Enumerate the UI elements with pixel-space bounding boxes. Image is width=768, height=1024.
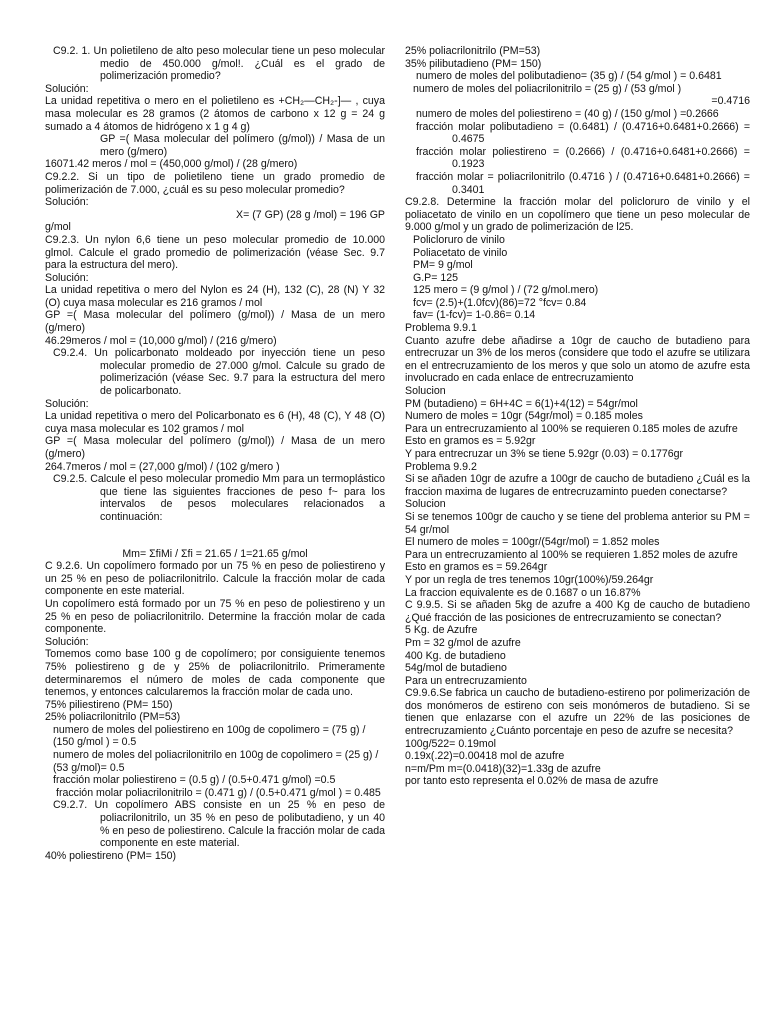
right-paragraph: 25% poliacrilonitrilo (PM=53) (405, 45, 541, 57)
left-paragraph: GP =( Masa molecular del polímero (g/mol)) / Masa de un mero (g/mero) (45, 435, 385, 460)
right-paragraph: Pm = 32 g/mol de azufre (405, 636, 521, 649)
left-paragraph: Tomemos como base 100 g de copolímero; por consiguiente tenemos 75% poliestireno g de y 25% de poliacrilonitrilo. Primeramente determinaremos el número de moles de cada componente que tenemos, y entonces calcularemos la fracción molar de cada uno. (45, 648, 385, 699)
left-paragraph: La unidad repetitiva o mero en el polietileno es +CH₂—CH₂-]— , cuya masa molecular es 28 gramos (2 átomos de carbono x 12 g = 24 g sumado a 4 átomos de hidrógeno x 1 g 4 g) (45, 95, 385, 133)
left-paragraph: Solución: (45, 196, 89, 209)
left-paragraph: C9.2.7. Un copolímero ABS consiste en un 25 % en peso de poliacrilonitrilo, un 35 % en peso de polibutadieno, y un 40 % en peso de poliestireno. Calcule la fracción molar de cada componente en este material. (53, 799, 385, 850)
right-paragraph: Si se añaden 10gr de azufre a 100gr de caucho de butadieno ¿Cuál es la fraccion maxima de lugares de entrecruzaminto pueden conectarse? (405, 473, 750, 498)
right-paragraph: C9.9.6.Se fabrica un caucho de butadieno-estireno por polimerización de dos monómeros de estireno con seis monómeros de butadieno. Si se tienen que enlazarse con el azufre un 22% de las posiciones de entrecruzamiento ¿Cuánto porcentaje en peso de azufre se necesita? (405, 687, 750, 738)
left-paragraph: 75% piliestireno (PM= 150) (45, 698, 173, 711)
right-paragraph: La fraccion equivalente es de 0.1687 o un 16.87% (405, 586, 641, 599)
right-paragraph: 100g/522= 0.19mol (405, 737, 497, 750)
left-paragraph: C9.2.5. Calcule el peso molecular promedio Mm para un termoplástico que tiene las siguientes fracciones de peso f~ para los intervalos de pesos moleculares relacionados a continuación: (53, 473, 385, 523)
right-paragraph: PM= 9 g/mol (413, 259, 473, 272)
right-paragraph: 35% pilibutadieno (PM= 150) (405, 57, 542, 70)
right-paragraph: fracción molar poliestireno = (0.2666) / (0.4716+0.6481+0.2666) = 0.1923 (416, 145, 750, 171)
left-paragraph: Solución: (45, 397, 89, 410)
left-paragraph (45, 536, 385, 548)
right-paragraph: G.P= 125 (413, 271, 459, 284)
right-paragraph: numero de moles del poliacrilonitrilo = (25 g) / (53 g/mol ) (413, 82, 682, 95)
left-paragraph: numero de moles del poliestireno en 100g de copolimero = (75 g) / (150 g/mol ) = 0.5 (53, 723, 366, 749)
left-paragraph: fracción molar poliestireno = (0.5 g) / (0.5+0.471 g/mol) =0.5 (53, 774, 336, 787)
left-paragraph: La unidad repetitiva o mero del Nylon es 24 (H), 132 (C), 28 (N) Y 32 (O) cuya masa molecular es 216 gramos / mol (45, 284, 385, 309)
right-paragraph: Solucion (405, 385, 446, 398)
left-paragraph: C9.2.3. Un nylon 6,6 tiene un peso molecular promedio de 10.000 glmol. Calcule el grado promedio de polimerización (véase Sec. 9.7 para la estructura del mero). (45, 233, 385, 272)
left-paragraph: 264.7meros / mol = (27,000 g/mol) / (102 g/mero ) (45, 460, 280, 473)
right-paragraph: fracción molar polibutadieno = (0.6481) / (0.4716+0.6481+0.2666) = 0.4675 (416, 120, 750, 146)
right-paragraph: Para un entrecruzamiento al 100% se requieren 1.852 moles de azufre (405, 548, 738, 561)
left-paragraph: Un copolímero está formado por un 75 % en peso de poliestireno y un 25 % en peso de poliacrilonitrilo. Determine la fracción molar de cada componente. (45, 597, 385, 636)
right-paragraph: Esto en gramos es = 5.92gr (405, 435, 536, 448)
right-paragraph: Solucion (405, 498, 446, 511)
right-paragraph: Esto en gramos es = 59.264gr (405, 561, 548, 574)
right-paragraph: 125 mero = (9 g/mol ) / (72 g/mol.mero) (413, 284, 599, 297)
left-paragraph: numero de moles del poliacrilonitrilo en 100g de copolimero = (25 g) / (53 g/mol)= 0.5 (53, 749, 379, 774)
left-paragraph: 46.29meros / mol = (10,000 g/mol) / (216 g/mero) (45, 334, 277, 347)
right-paragraph: C9.2.8. Determine la fracción molar del policloruro de vinilo y el poliacetato de vinilo en un copolímero que tiene un peso molecular de 9.000 g/mol y un grado de polimerización de l25. (405, 196, 750, 234)
right-paragraph: PM (butadieno) = 6H+4C = 6(1)+4(12) = 54gr/mol (405, 397, 638, 410)
right-paragraph: n=m/Pm m=(0.0418)(32)=1.33g de azufre (405, 762, 601, 775)
right-paragraph: 400 Kg. de butadieno (405, 649, 506, 662)
right-paragraph: fcv= (2.5)+(1.0fcv)(86)=72 °fcv= 0.84 (413, 296, 587, 309)
left-paragraph: C 9.2.6. Un copolímero formado por un 75 % en peso de poliestireno y un 25 % en peso de poliacrilonitrilo. Calcule la fracción molar de cada componente en este material. (45, 560, 385, 598)
right-paragraph: 54g/mol de butadieno (405, 662, 507, 675)
left-paragraph: g/mol (45, 221, 71, 234)
left-paragraph: 25% poliacrilonitrilo (PM=53) (45, 711, 181, 724)
right-paragraph: Problema 9.9.2 (405, 460, 477, 473)
left-paragraph: Solución: (45, 271, 89, 284)
right-paragraph: Policloruro de vinilo (413, 233, 505, 246)
right-paragraph: =0.4716 (711, 95, 750, 108)
left-paragraph: Solución: (45, 635, 89, 648)
left-paragraph: Mm= ΣfiMi / Σfi = 21.65 / 1=21.65 g/mol (122, 547, 308, 560)
right-paragraph: Poliacetato de vinilo (413, 246, 508, 259)
right-paragraph: Para un entrecruzamiento al 100% se requieren 0.185 moles de azufre (405, 422, 738, 435)
right-paragraph: Y por un regla de tres tenemos 10gr(100%)/59.264gr (405, 573, 654, 586)
left-paragraph: C9.2.4. Un policarbonato moldeado por inyección tiene un peso molecular promedio de 27.000 g/mol. Calcule su grado de polimerización (véase Sec. 9.7 para la estructura del mero de policarbonato. (53, 347, 385, 398)
right-paragraph: Para un entrecruzamiento (405, 674, 527, 687)
left-paragraph: GP =( Masa molecular del polímero (g/mol)) / Masa de un mero (g/mero) (100, 133, 385, 158)
right-paragraph: Cuanto azufre debe añadirse a 10gr de caucho de butadieno para entrecruzar un 3% de los meros (considere que todo el azufre se utilizara en el entrecruzamiento de los meros y que solo un atomo de azufre esta involucrado en cada enlace de entrecruzamiento (405, 334, 750, 385)
left-paragraph: C9.2. 1. Un polietileno de alto peso molecular tiene un peso molecular medio de 450.000 g/mol!. ¿Cuál es el grado de polimerización promedio? (53, 45, 385, 83)
right-paragraph: numero de moles del polibutadieno= (35 g) / (54 g/mol ) = 0.6481 (416, 70, 722, 83)
right-paragraph: El numero de moles = 100gr/(54gr/mol) = 1.852 moles (405, 536, 660, 549)
left-paragraph: GP =( Masa molecular del polímero (g/mol)) / Masa de un mero (g/mero) (45, 309, 385, 335)
right-paragraph: 5 Kg. de Azufre (405, 624, 478, 637)
left-paragraph: Solución: (45, 82, 89, 95)
right-paragraph: C 9.9.5. Si se añaden 5kg de azufre a 400 Kg de caucho de butadieno ¿Qué fracción de las posiciones de entrecruzamiento se conectan? (405, 599, 750, 624)
right-paragraph: numero de moles del poliestireno = (40 g) / (150 g/mol ) =0.2666 (416, 107, 719, 120)
left-paragraph: La unidad repetitiva o mero del Policarbonato es 6 (H), 48 (C), Y 48 (O) cuya masa molecular es 102 gramos / mol (45, 410, 385, 435)
right-paragraph: 0.19x(.22)=0.00418 mol de azufre (405, 750, 565, 763)
left-paragraph: fracción molar poliacrilonitrilo = (0.471 g) / (0.5+0.471 g/mol ) = 0.485 (56, 786, 381, 799)
right-paragraph: por tanto esto representa el 0.02% de masa de azufre (405, 775, 659, 788)
left-paragraph: 16071.42 meros / mol = (450,000 g/mol) / (28 g/mero) (45, 158, 298, 171)
right-column (405, 45, 750, 788)
right-paragraph: fav= (1-fcv)= 1-0.86= 0.14 (413, 309, 536, 322)
right-paragraph: Y para entrecruzar un 3% se tiene 5.92gr (0.03) = 0.1776gr (405, 448, 684, 460)
left-paragraph: C9.2.2. Si un tipo de polietileno tiene un grado promedio de polimerización de 7.000, ¿cuál es su peso molecular promedio? (45, 170, 385, 196)
right-paragraph: fracción molar = poliacrilonitrilo (0.4716 ) / (0.4716+0.6481+0.2666) = 0.3401 (416, 170, 750, 196)
left-paragraph: 40% poliestireno (PM= 150) (45, 849, 177, 862)
right-paragraph: Si se tenemos 100gr de caucho y se tiene del problema anterior su PM = 54 gr/mol (405, 510, 750, 536)
left-paragraph: X= (7 GP) (28 g /mol) = 196 GP (236, 208, 385, 221)
right-paragraph: Numero de moles = 10gr (54gr/mol) = 0.185 moles (405, 410, 643, 423)
left-column (45, 45, 385, 862)
left-paragraph (45, 524, 385, 536)
right-paragraph: Problema 9.9.1 (405, 322, 477, 335)
